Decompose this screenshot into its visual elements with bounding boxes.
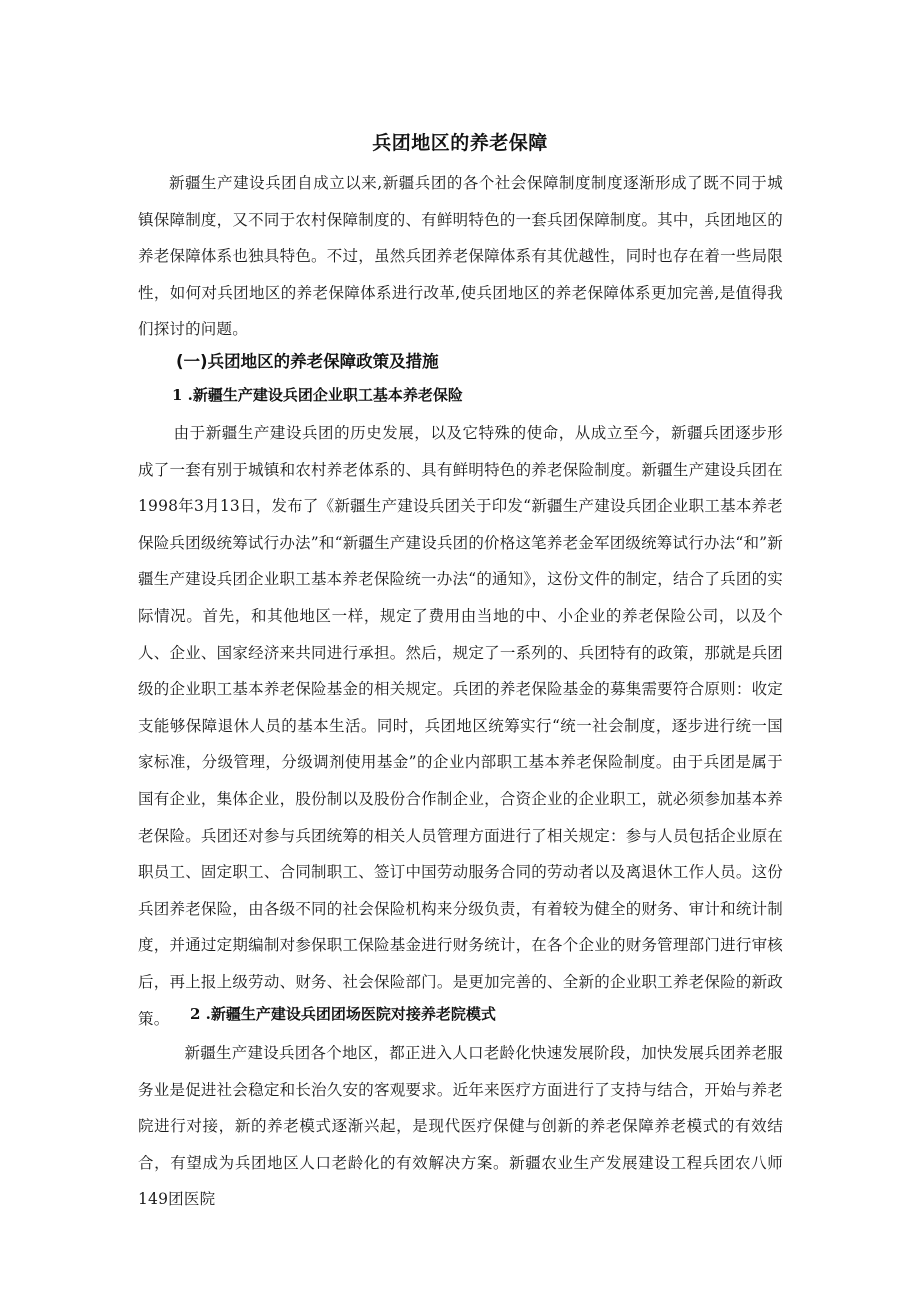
subsection-2-body: 新疆生产建设兵团各个地区，都正进入人口老龄化快速发展阶段，加快发展兵团养老服务业是促进社会稳定和长治久安的客观要求。近年来医疗方面进行了支持与结合，开始与养老院进行对接，新的养老模式逐渐兴起，是现代医疗保健与创新的养老保障养老模式的有效结合，有望成为兵团地区人口老龄化的有效解决方案。新疆农业生产发展建设工程兵团农八师149团医院 (138, 1044, 783, 1209)
document-title: 兵团地区的养老保障 (372, 132, 548, 154)
section-heading: (一)兵团地区的养老保障政策及措施 (176, 352, 439, 371)
subsection-1-body: 由于新疆生产建设兵团的历史发展，以及它特殊的使命，从成立至今，新疆兵团逐步形成了一套有别于城镇和农村养老体系的、具有鲜明特色的养老保险制度。新疆生产建设兵团在1998年3月13日，发布了《新疆生产建设兵团关于印发“新疆生产建设兵团企业职工基本养老保险兵团级统筹试行办法”和“新疆生产建设兵团的价格这笔养老金军团级统筹试行办法“和”新疆生产建设兵团企业职工基本养老保险统一办法“的通知》，这份文件的制定，结合了兵团的实际情况。首先，和其他地区一样，规定了费用由当地的中、小企业的养老保险公司，以及个人、企业、国家经济来共同进行承担。然后，规定了一系列的、兵团特有的政策，那就是兵团级的企业职工基本养老保险基金的相关规定。兵团的养老保险基金的募集需要符合原则：收定支能够保障退休人员的基本生活。同时，兵团地区统筹实行“统一社会制度，逐步进行统一国家标准，分级管理，分级调剂使用基金”的企业内部职工基本养老保险制度。由于兵团是属于国有企业，集体企业，股份制以及股份合作制企业，合资企业的企业职工，就必须参加基本养老保险。兵团还对参与兵团统筹的相关人员管理方面进行了相关规定：参与人员包括企业原在职员工、固定职工、合同制职工、签订中国劳动服务合同的劳动者以及离退休工作人员。这份兵团养老保险，由各级不同的社会保险机构来分级负责，有着较为健全的财务、审计和统计制度，并通过定期编制对参保职工保险基金进行财务统计，在各个企业的财务管理部门进行审核后，再上报上级劳动、财务、社会保险部门。是更加完善的、全新的企业职工养老保险的新政策。 (138, 424, 783, 1028)
intro-paragraph: 新疆生产建设兵团自成立以来,新疆兵团的各个社会保障制度制度逐渐形成了既不同于城镇保障制度，又不同于农村保障制度的、有鲜明特色的一套兵团保障制度。其中，兵团地区的养老保障体系也独具特色。不过，虽然兵团养老保障体系有其优越性，同时也存在着一些局限性，如何对兵团地区的养老保障体系进行改革,使兵团地区的养老保障体系更加完善,是值得我们探讨的问题。 (138, 174, 783, 339)
subsection-heading-1: 1 .新疆生产建设兵团企业职工基本养老保险 (172, 386, 463, 404)
subsection-heading-2: 2 .新疆生产建设兵团团场医院对接养老院模式 (190, 1005, 496, 1023)
